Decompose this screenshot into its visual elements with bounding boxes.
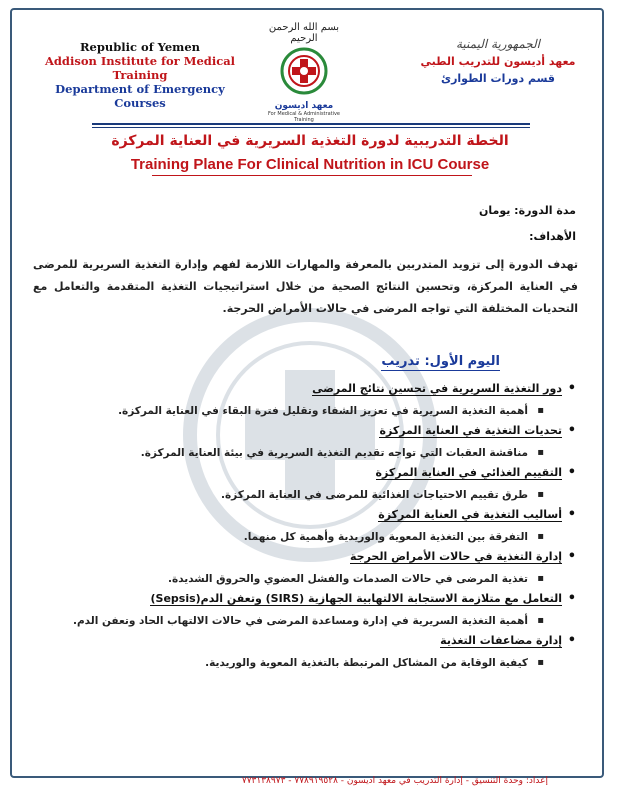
topics-list	[33, 382, 578, 676]
topic-item	[33, 466, 578, 480]
topic-title: إدارة التغذية في حالات الأمراض الحرجة	[349, 550, 562, 563]
institute-logo	[258, 22, 350, 122]
topic-subitem: ▪ أهمية التغذية السريرية في تعزيز الشفاء وتقليل فترة البقاء في العناية المركزة.	[33, 402, 578, 420]
topic-subitem: ▪ تغذية المرضى في حالات الصدمات والفشل العضوي والحروق الشديدة.	[33, 570, 578, 588]
topic-subitem: ▪ كيفية الوقاية من المشاكل المرتبطة بالتغذية المعوية والوريدية.	[33, 654, 578, 672]
department-name-arabic: قسم دورات الطوارئ	[440, 72, 556, 85]
header-divider-thin	[92, 127, 530, 128]
topic-title: التعامل مع متلازمة الاستجابة الالتهابية الجهازية (SIRS) وتعفن الدم(Sepsis)	[150, 592, 562, 605]
country-name-arabic: الجمهورية اليمنية	[455, 37, 540, 51]
topic-item	[33, 382, 578, 396]
title-underline	[152, 175, 472, 176]
institute-name-arabic: معهد أديسون للتدريب الطبي	[420, 55, 576, 68]
header-divider	[92, 123, 530, 125]
objectives-heading: الأهداف:	[529, 230, 576, 243]
header-right-block	[408, 36, 588, 87]
institute-name: Addison Institute for Medical Training	[44, 54, 236, 82]
topic-title: التقييم الغذائي في العناية المركزة	[375, 466, 562, 479]
topic-item	[33, 424, 578, 438]
topic-item	[33, 592, 578, 606]
topic-subitem: ▪ مناقشة العقبات التي تواجه تقديم التغذية السريرية في بيئة العناية المركزة.	[33, 444, 578, 462]
objectives-paragraph: تهدف الدورة إلى تزويد المتدربين بالمعرفة والمهارات اللازمة لفهم وإدارة التغذية السريرية للمرضى في العناية المركزة، وتحسين النتائج الصحية من خلال استراتيجيات التغذية المتقدمة والتعامل مع التحديات المختلفة التي تواجه المرضى في حالات الأمراض الحرجة.	[33, 258, 578, 315]
logo-name-arabic: معهد اديسون	[274, 101, 334, 111]
bismillah: بسم الله الرحمن الرحيم	[268, 22, 340, 44]
topic-title: تحديات التغذية في العناية المركزة	[379, 424, 562, 437]
topic-item	[33, 550, 578, 564]
logo-name-english: For Medical & Administrative Training	[267, 111, 341, 123]
department-name: Department of Emergency Courses	[55, 82, 225, 110]
topic-subitem: ▪ أهمية التغذية السريرية في إدارة ومساعدة المرضى في حالات الالتهاب الحاد وتعفن الدم.	[33, 612, 578, 630]
topic-subitem: ▪ التفرقة بين التغذية المعوية والوريدية وأهمية كل منهما.	[33, 528, 578, 546]
document-title-arabic: الخطة التدريبية لدورة التغذية السريرية في العناية المركزة	[111, 133, 509, 149]
course-duration: مدة الدورة: يومان	[479, 204, 576, 217]
footer-credits: إعداد: وحدة التنسيق - إدارة التدريب في معهد اديسون - ٧٧٨٩١٩٥٢٨ - ٧٧٣١٣٨٩٧٣	[241, 776, 548, 786]
header-left-block	[40, 40, 240, 110]
topic-title: أساليب التغذية في العناية المركزة	[378, 508, 562, 521]
day-one-title: اليوم الأول: تدريب	[381, 354, 500, 369]
topic-item	[33, 508, 578, 522]
document-title-english: Training Plane For Clinical Nutrition in ICU Course	[130, 156, 490, 173]
topic-item	[33, 634, 578, 648]
institute-emblem-icon	[279, 46, 329, 96]
topic-title: إدارة مضاعفات التغذية	[440, 634, 562, 647]
country-name: Republic of Yemen	[79, 40, 201, 54]
topic-title: دور التغذية السريرية في تحسين نتائج المرضى	[312, 382, 562, 395]
topic-subitem: ▪ طرق تقييم الاحتياجات الغذائية للمرضى في العناية المركزة.	[33, 486, 578, 504]
